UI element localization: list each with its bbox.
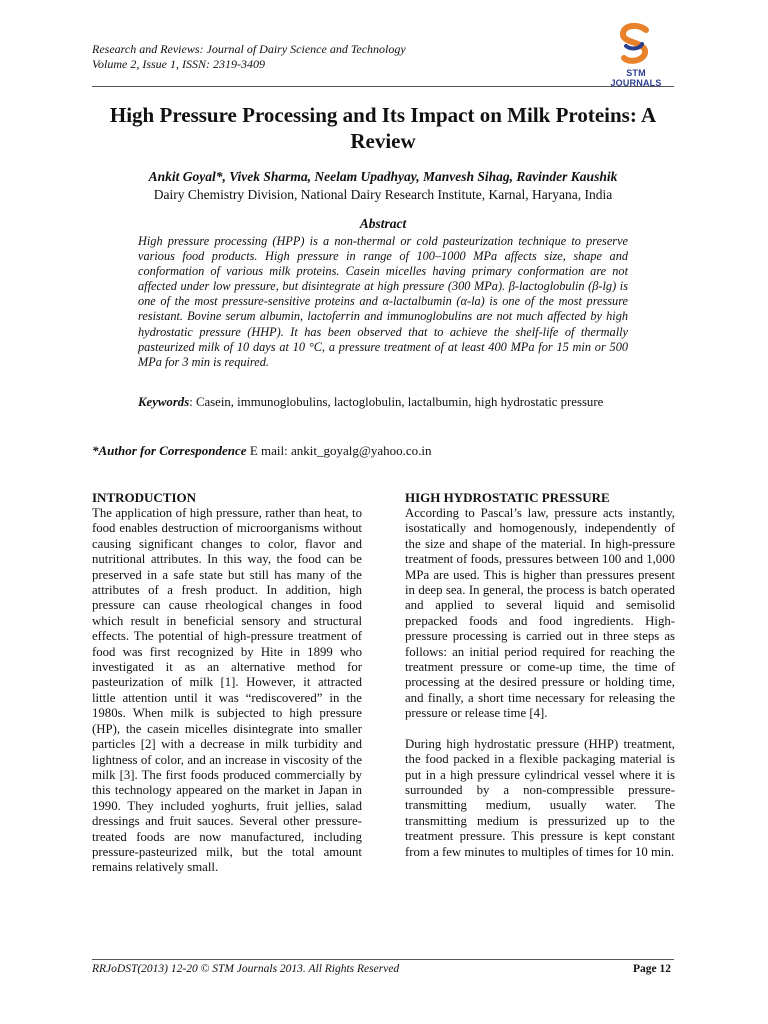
correspondence <box>92 443 674 459</box>
page-number: Page 12 <box>632 963 671 975</box>
logo-text: STM JOURNALS <box>610 68 662 88</box>
affiliation: Dairy Chemistry Division, National Dairy Research Institute, Karnal, Haryana, India <box>153 187 613 202</box>
footer-rule <box>92 959 674 960</box>
keywords-label: Keywords <box>138 395 190 409</box>
author-list: Ankit Goyal*, Vivek Sharma, Neelam Upadhyay, Manvesh Sihag, Ravinder Kaushik <box>148 169 618 184</box>
abstract-text: High pressure processing (HPP) is a non-thermal or cold pasteurization technique to preserve various food products. High pressure in range of 100–1000 MPa affects size, shape and conformation of various milk proteins. Casein micelles having primary conformation are not affected under low pressure, but disintegrate at high pressure (300 MPa). β-lactoglobulin (β-lg) is one of the most pressure-sensitive proteins and α-lactalbumin (α-la) is one of the most pressure resistant. Bovine serum albumin, lactoferrin and immunoglobulins are not much affected by high hydrostatic pressure (HHP). It has been observed that to achieve the shelf-life of thermally pasteurized milk of 10 days at 10 °C, a pressure treatment of at least 400 MPa for 15 min or 500 MPa for 3 min is required. <box>138 234 628 369</box>
paper-title: High Pressure Processing and Its Impact on Milk Proteins: A Review <box>109 103 657 153</box>
hhp-paragraph-2: During high hydrostatic pressure (HHP) treatment, the food packed in a flexible packaging material is put in a high pressure cylindrical vessel where it is surrounded by a non-compressible pressure-transmitting medium, usually water. The transmitting medium is pressurized up to the treatment pressure. This pressure is kept constant from a few minutes to multiples of times for 10 min. <box>405 736 675 859</box>
introduction-paragraph: The application of high pressure, rather than heat, to food enables destruction of microorganisms without causing significant changes to color, flavor and nutritional attributes. In this way, the food can be preserved in a safe state but still has many of the attributes of a fresh product. In addition, high pressure can cause rheological changes in food which result in beneficial sensory and structural effects. The potential of high-pressure treatment of food was first recognized by Hite in 1899 who investigated it as an alternative method for pasteurization of milk [1]. However, it attracted little attention until it was “rediscovered” in the 1980s. When milk is subjected to high pressure (HP), the casein micelles disintegrate into smaller particles [2] with a decrease in milk turbidity and lightness of color, and an increase in viscosity of the milk [3]. The first foods produced commercially by this technology appeared on the market in Japan in 1990. They included yoghurts, fruit jellies, salad dressings and fruit sauces. Several other pressure-treated foods are now manufactured, including pressure-pasteurized milk, but the total amount remains relatively small. <box>92 506 362 875</box>
left-column <box>92 490 362 891</box>
stm-logo-icon <box>600 22 672 68</box>
hhp-heading: HIGH HYDROSTATIC PRESSURE <box>405 490 610 505</box>
correspondence-email: E mail: ankit_goyalg@yahoo.co.in <box>246 443 432 458</box>
keywords <box>138 395 628 411</box>
keywords-text: : Casein, immunoglobulins, lactoglobulin, lactalbumin, high hydrostatic pressure <box>189 395 604 409</box>
footer-copyright: RRJoDST(2013) 12-20 © STM Journals 2013. All Rights Reserved <box>92 963 400 975</box>
header-rule <box>92 86 674 87</box>
stm-journals-logo <box>600 22 672 88</box>
journal-volume: Volume 2, Issue 1, ISSN: 2319-3409 <box>92 57 265 71</box>
journal-name: Research and Reviews: Journal of Dairy Science and Technology <box>92 42 406 56</box>
journal-header <box>92 42 492 72</box>
introduction-heading: INTRODUCTION <box>92 490 197 505</box>
right-column <box>405 490 675 875</box>
hhp-paragraph-1: According to Pascal’s law, pressure acts instantly, isostatically and homogenously, independently of the size and shape of the material. In high-pressure treatment of foods, pressures between 100 and 1,000 MPa are used. This is higher than pressures present in deep sea. In general, the process is batch operated and applied to several liquid and semisolid prepacked foods and food ingredients. High-pressure processing is carried out in three steps as follows: an initial period required for reaching the treatment pressure or come-up time, the time of processing at the desired pressure or holding time, and finally, a short time necessary for releasing the pressure or release time [4]. <box>405 506 675 721</box>
correspondence-label: *Author for Correspondence <box>92 443 247 458</box>
abstract-heading: Abstract <box>359 216 407 231</box>
